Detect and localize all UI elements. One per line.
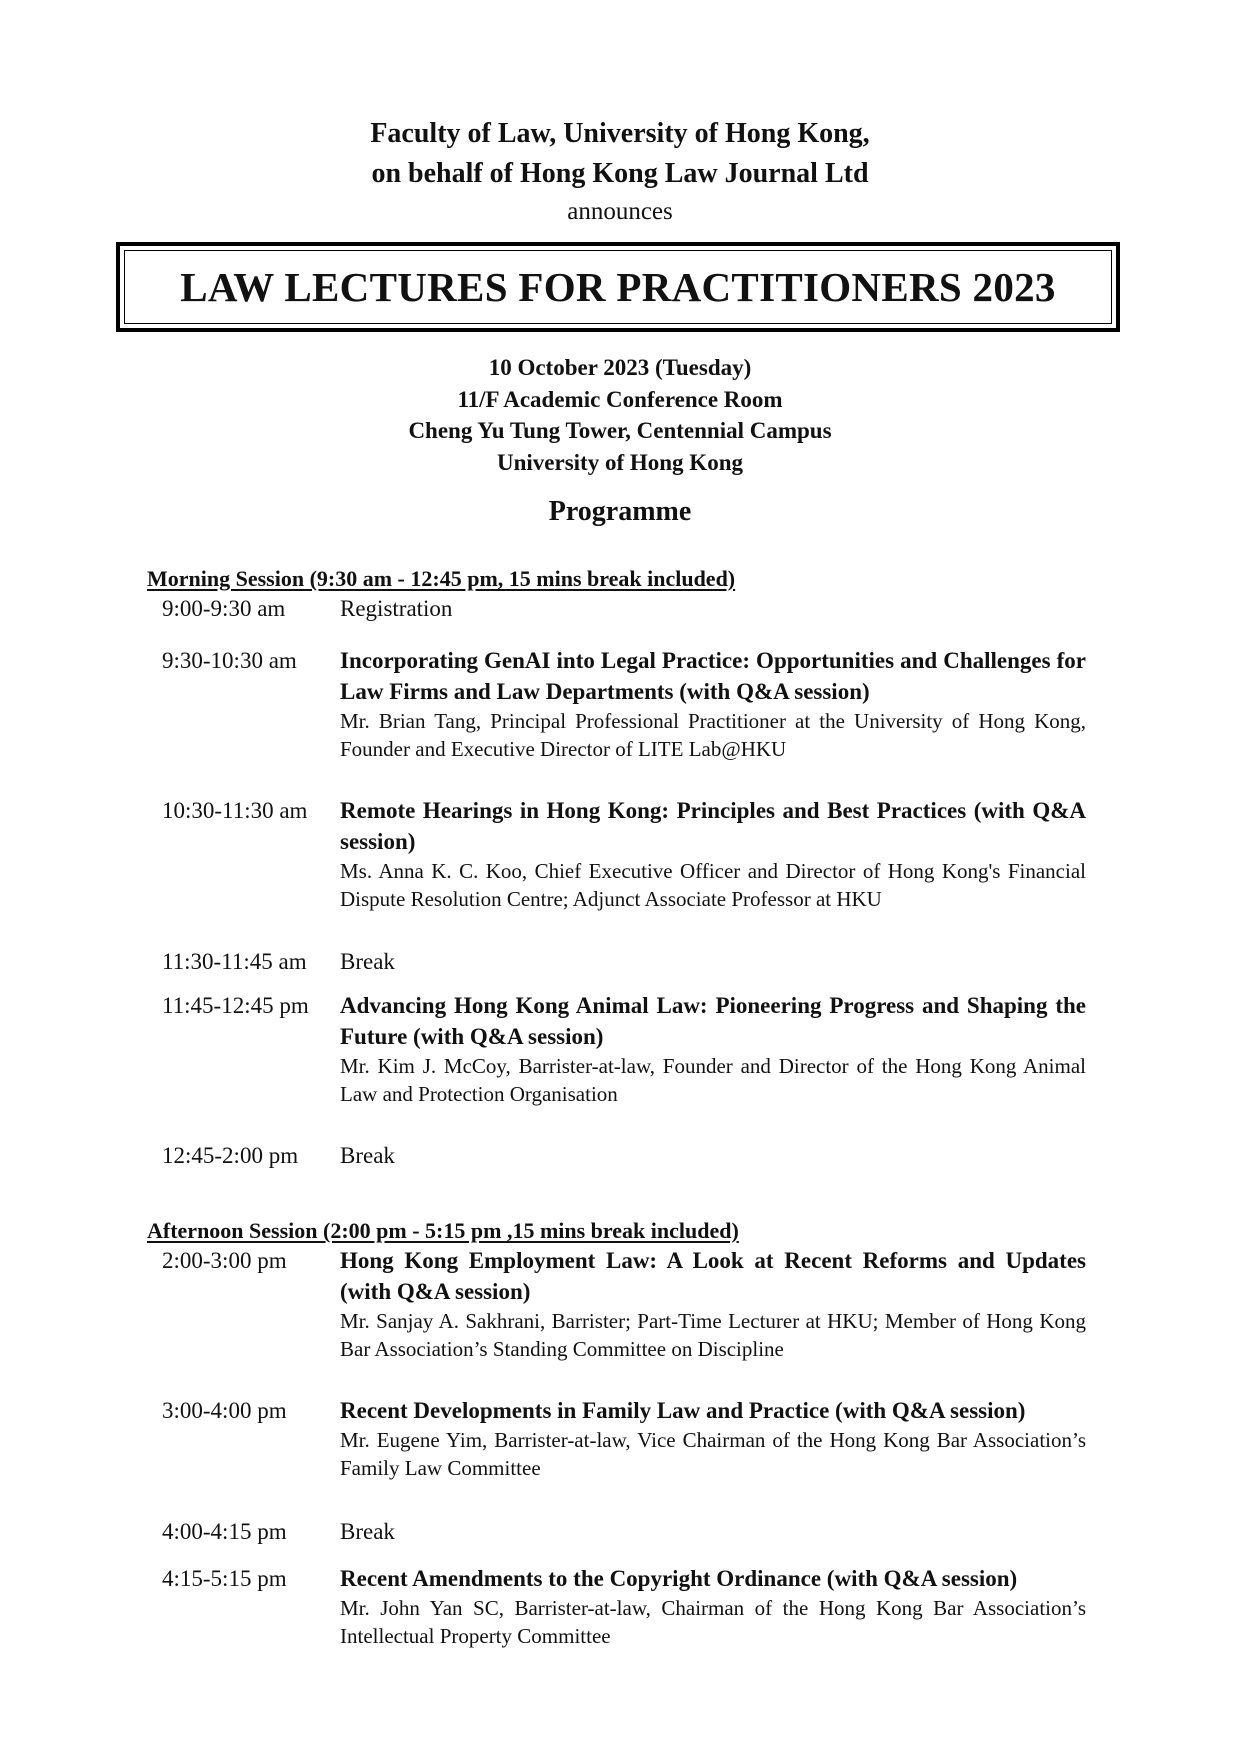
slot-time: 11:30-11:45 am [162, 949, 307, 974]
slot-time: 4:15-5:15 pm [162, 1566, 287, 1591]
event-date: 10 October 2023 (Tuesday) [488, 355, 752, 380]
slot-content [340, 990, 1086, 1108]
programme-heading: Programme [548, 496, 692, 527]
speaker-info: Mr. Brian Tang, Principal Professional Practitioner at the University of Hong Kong, Founder and Executive Director of LITE Lab@HKU [340, 709, 1086, 761]
slot-time: 9:00-9:30 am [162, 596, 286, 621]
slot-time: 12:45-2:00 pm [162, 1143, 299, 1168]
morning-session-heading: Morning Session (9:30 am - 12:45 pm, 15 mins break included) [147, 566, 736, 591]
slot-label: Break [340, 1519, 395, 1544]
slot-time: 4:00-4:15 pm [162, 1519, 287, 1544]
talk-title: Recent Amendments to the Copyright Ordinance (with Q&A session) [340, 1566, 1018, 1591]
afternoon-session-heading: Afternoon Session (2:00 pm - 5:15 pm ,15 mins break included) [147, 1218, 739, 1243]
speaker-info: Ms. Anna K. C. Koo, Chief Executive Officer and Director of Hong Kong's Financial Dispute Resolution Centre; Adjunct Associate Professor at HKU [340, 859, 1086, 911]
slot-content [340, 1245, 1086, 1363]
slot-time: 2:00-3:00 pm [162, 1248, 287, 1273]
slot-content [340, 645, 1086, 763]
organizer-line-2: on behalf of Hong Kong Law Journal Ltd [371, 158, 869, 189]
slot-label: Break [340, 1143, 395, 1168]
event-room: 11/F Academic Conference Room [457, 387, 783, 412]
talk-title: Hong Kong Employment Law: A Look at Recent Reforms and Updates (with Q&A session) [340, 1248, 1086, 1304]
slot-time: 10:30-11:30 am [162, 798, 308, 823]
slot-content [340, 795, 1086, 913]
speaker-info: Mr. John Yan SC, Barrister-at-law, Chairman of the Hong Kong Bar Association’s Intellectual Property Committee [340, 1596, 1086, 1648]
talk-title: Recent Developments in Family Law and Practice (with Q&A session) [340, 1398, 1026, 1423]
slot-label: Registration [340, 596, 453, 621]
slot-time: 11:45-12:45 pm [162, 993, 309, 1018]
talk-title: Remote Hearings in Hong Kong: Principles and Best Practices (with Q&A session) [340, 798, 1086, 854]
slot-time: 3:00-4:00 pm [162, 1398, 287, 1423]
slot-content [340, 1395, 1086, 1482]
speaker-info: Mr. Eugene Yim, Barrister-at-law, Vice Chairman of the Hong Kong Bar Association’s Family Law Committee [340, 1428, 1086, 1480]
organizer-line-1: Faculty of Law, University of Hong Kong, [370, 118, 870, 149]
announces-text: announces [567, 198, 673, 225]
title-inner-frame [124, 250, 1112, 324]
slot-label: Break [340, 949, 395, 974]
speaker-info: Mr. Sanjay A. Sakhrani, Barrister; Part-Time Lecturer at HKU; Member of Hong Kong Bar Association’s Standing Committee on Discipline [340, 1309, 1086, 1361]
page-title: LAW LECTURES FOR PRACTITIONERS 2023 [180, 264, 1056, 310]
event-building: Cheng Yu Tung Tower, Centennial Campus [408, 418, 832, 443]
title-frame [116, 242, 1120, 332]
slot-content [340, 1563, 1086, 1650]
talk-title: Incorporating GenAI into Legal Practice: Opportunities and Challenges for Law Firms and Law Departments (with Q&A session) [340, 648, 1086, 704]
event-university: University of Hong Kong [497, 450, 743, 475]
speaker-info: Mr. Kim J. McCoy, Barrister-at-law, Founder and Director of the Hong Kong Animal Law and Protection Organisation [340, 1054, 1086, 1106]
talk-title: Advancing Hong Kong Animal Law: Pioneering Progress and Shaping the Future (with Q&A session) [340, 993, 1086, 1049]
slot-time: 9:30-10:30 am [162, 648, 297, 673]
